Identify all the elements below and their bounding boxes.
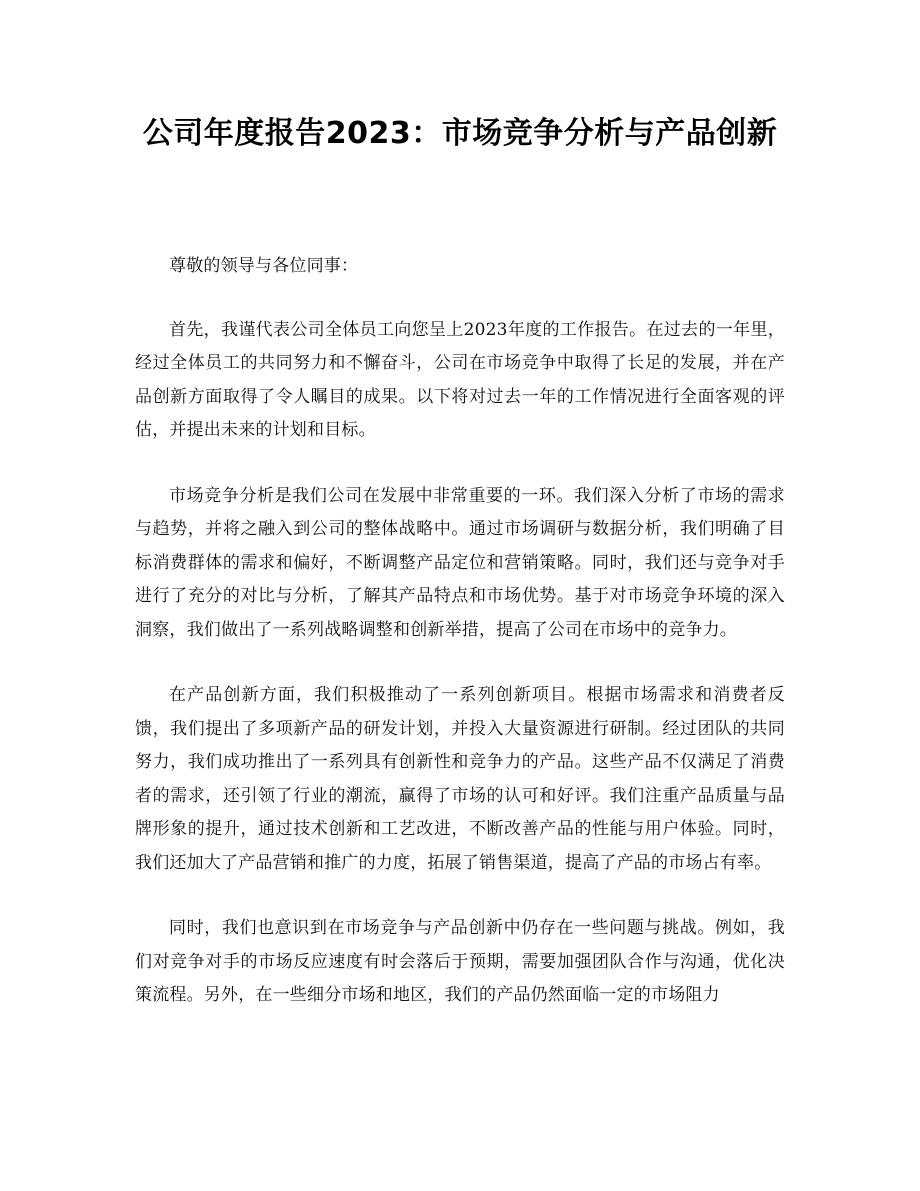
paragraph-market-analysis: 市场竞争分析是我们公司在发展中非常重要的一环。我们深入分析了市场的需求与趋势，并将之融入到公司的整体战略中。通过市场调研与数据分析，我们明确了目标消费群体的需求和偏好，不断调整产品定位和营销策略。同时，我们还与竞争对手进行了充分的对比与分析，了解其产品特点和市场优势。基于对市场竞争环境的深入洞察，我们做出了一系列战略调整和创新举措，提高了公司在市场中的竞争力。: [135, 485, 785, 640]
document-title: 公司年度报告2023：市场竞争分析与产品创新: [142, 116, 778, 151]
paragraph-intro: 首先，我谨代表公司全体员工向您呈上2023年度的工作报告。在过去的一年里，经过全体员工的共同努力和不懈奋斗，公司在市场竞争中取得了长足的发展，并在产品创新方面取得了令人瞩目的成果。以下将对过去一年的工作情况进行全面客观的评估，并提出未来的计划和目标。: [135, 319, 785, 440]
document-body: [135, 250, 785, 1045]
paragraph-product-innovation: 在产品创新方面，我们积极推动了一系列创新项目。根据市场需求和消费者反馈，我们提出了多项新产品的研发计划，并投入大量资源进行研制。经过团队的共同努力，我们成功推出了一系列具有创新性和竞争力的产品。这些产品不仅满足了消费者的需求，还引领了行业的潮流，赢得了市场的认可和好评。我们注重产品质量与品牌形象的提升，通过技术创新和工艺改进，不断改善产品的性能与用户体验。同时，我们还加大了产品营销和推广的力度，拓展了销售渠道，提高了产品的市场占有率。: [135, 685, 785, 873]
paragraph-challenges: 同时，我们也意识到在市场竞争与产品创新中仍存在一些问题与挑战。例如，我们对竞争对手的市场反应速度有时会落后于预期，需要加强团队合作与沟通，优化决策流程。另外，在一些细分市场和地区，我们的产品仍然面临一定的市场阻力: [135, 918, 785, 1005]
greeting-paragraph: 尊敬的领导与各位同事：: [169, 256, 359, 276]
